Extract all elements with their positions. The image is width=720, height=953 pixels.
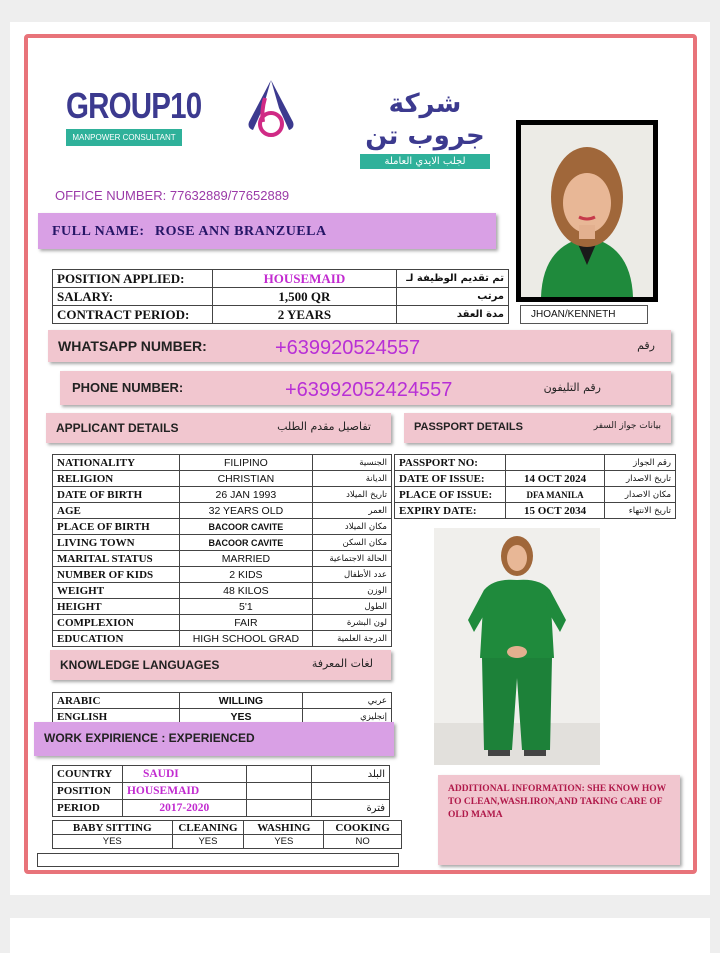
arabic-lang-value: WILLING (179, 693, 303, 709)
arabic-logo-name: شركة جروب تن (365, 89, 485, 151)
phone-label: PHONE NUMBER: (72, 380, 184, 395)
birthplace-arabic: مكان الميلاد (313, 519, 392, 535)
skill-header: BABY SITTING (53, 821, 173, 835)
issue-date-arabic: تاريخ الاصدار (605, 471, 676, 487)
passport-details-banner (404, 413, 671, 443)
phone-arabic: رقم التليفون (543, 381, 601, 394)
applicant-details-arabic: تفاصيل مقدم الطلب (277, 420, 371, 433)
office-number (55, 188, 289, 203)
height-arabic: الطول (313, 599, 392, 615)
reference-names: JHOAN/KENNETH (520, 305, 648, 324)
additional-info-box (438, 775, 680, 865)
group10-logo (66, 85, 202, 146)
skill-header: CLEANING (172, 821, 244, 835)
full-name-value: ROSE ANN BRANZUELA (155, 224, 327, 239)
skills-table (52, 820, 402, 849)
arabic-logo (360, 88, 490, 169)
table-row (53, 800, 390, 817)
position-value: HOUSEMAID (212, 270, 396, 288)
kids-arabic: عدد الأطفال (313, 567, 392, 583)
whatsapp-arabic: رقم (637, 339, 655, 352)
arabic-logo-tagline: لجلب الايدي العاملة (360, 154, 490, 169)
full-body-photo (434, 528, 600, 765)
expiry-value: 15 OCT 2034 (505, 503, 604, 519)
table-row (53, 693, 392, 709)
salary-value: 1,500 QR (212, 288, 396, 306)
kids-value: 2 KIDS (179, 567, 313, 583)
whatsapp-value: +639920524557 (275, 337, 421, 359)
position-table (52, 269, 509, 324)
knowledge-languages-banner (50, 650, 391, 680)
group10-logo-name: GROUP10 (66, 85, 202, 126)
arabic-lang-label: ARABIC (53, 693, 180, 709)
passport-details-label: PASSPORT DETAILS (414, 421, 523, 433)
education-value: HIGH SCHOOL GRAD (179, 631, 313, 647)
table-row (53, 455, 392, 471)
education-label: EDUCATION (53, 631, 180, 647)
age-value: 32 YEARS OLD (179, 503, 313, 519)
religion-label: RELIGION (53, 471, 180, 487)
contract-value: 2 YEARS (212, 306, 396, 324)
knowledge-languages-arabic: لغات المعرفة (311, 657, 373, 670)
table-row (395, 487, 676, 503)
passport-table (394, 454, 676, 519)
living-town-value: BACOOR CAVITE (179, 535, 313, 551)
applicant-details-banner (46, 413, 391, 443)
expiry-arabic: تاريخ الانتهاء (605, 503, 676, 519)
birthplace-value: BACOOR CAVITE (179, 519, 313, 535)
birthplace-label: PLACE OF BIRTH (53, 519, 180, 535)
table-row (53, 599, 392, 615)
work-table (52, 765, 390, 817)
table-row (53, 551, 392, 567)
expiry-label: EXPIRY DATE: (395, 503, 506, 519)
passport-details-arabic: بيانات جواز السفر (593, 421, 661, 431)
arabic-lang-arabic: عربي (303, 693, 392, 709)
living-town-arabic: مكان السكن (313, 535, 392, 551)
country-label: COUNTRY (53, 766, 123, 783)
nationality-value: FILIPINO (179, 455, 313, 471)
table-row (53, 583, 392, 599)
issue-place-value: DFA MANILA (505, 487, 604, 503)
table-row (395, 503, 676, 519)
complexion-label: COMPLEXION (53, 615, 180, 631)
skill-value: YES (53, 835, 173, 849)
height-value: 5'1 (179, 599, 313, 615)
skill-value: NO (324, 835, 402, 849)
languages-table (52, 692, 392, 725)
dob-arabic: تاريخ الميلاد (313, 487, 392, 503)
country-value: SAUDI (122, 766, 246, 783)
age-arabic: العمر (313, 503, 392, 519)
knowledge-languages-label: KNOWLEDGE LANGUAGES (60, 658, 220, 672)
table-row (395, 471, 676, 487)
next-page-strip (10, 918, 710, 953)
complexion-value: FAIR (179, 615, 313, 631)
dob-value: 26 JAN 1993 (179, 487, 313, 503)
kids-label: NUMBER OF KIDS (53, 567, 180, 583)
skill-value: YES (172, 835, 244, 849)
office-number-label: OFFICE NUMBER: (55, 188, 167, 203)
position-label: POSITION APPLIED: (53, 270, 213, 288)
position-arabic: تم تقديم الوظيفة لـ (397, 270, 509, 288)
table-row (53, 821, 402, 835)
phone-value: +63992052424557 (285, 379, 453, 401)
period-value: 2017-2020 (122, 800, 246, 817)
height-label: HEIGHT (53, 599, 180, 615)
country-arabic: البلد (312, 766, 390, 783)
table-row (53, 306, 509, 324)
table-row (53, 631, 392, 647)
contract-label: CONTRACT PERIOD: (53, 306, 213, 324)
table-row (53, 535, 392, 551)
office-number-value: 77632889/77652889 (169, 188, 290, 203)
table-row (53, 567, 392, 583)
nationality-label: NATIONALITY (53, 455, 180, 471)
empty-cell (246, 800, 312, 817)
religion-value: CHRISTIAN (179, 471, 313, 487)
table-row (53, 615, 392, 631)
issue-date-label: DATE OF ISSUE: (395, 471, 506, 487)
table-row (53, 519, 392, 535)
weight-arabic: الوزن (313, 583, 392, 599)
drop-logo-icon (243, 78, 299, 147)
work-position-label: POSITION (53, 783, 123, 800)
english-lang-value: YES (179, 709, 303, 725)
skill-value: YES (244, 835, 324, 849)
passport-no-arabic: رقم الجواز (605, 455, 676, 471)
full-name-label: FULL NAME: (52, 224, 145, 239)
living-town-label: LIVING TOWN (53, 535, 180, 551)
work-experience-label: WORK EXPIRIENCE : EXPERIENCED (44, 731, 255, 745)
marital-value: MARRIED (179, 551, 313, 567)
salary-label: SALARY: (53, 288, 213, 306)
full-name-banner (38, 213, 496, 249)
work-position-value: HOUSEMAID (122, 783, 246, 800)
table-row (53, 270, 509, 288)
nationality-arabic: الجنسية (313, 455, 392, 471)
period-arabic: فترة (312, 800, 390, 817)
passport-no-label: PASSPORT NO: (395, 455, 506, 471)
marital-label: MARITAL STATUS (53, 551, 180, 567)
table-row (53, 288, 509, 306)
skill-header: COOKING (324, 821, 402, 835)
additional-info-text: ADDITIONAL INFORMATION: SHE KNOW HOW TO CLEAN,WASH.IRON,AND TAKING CARE OF OLD MAMA (448, 784, 666, 820)
period-label: PERIOD (53, 800, 123, 817)
weight-label: WEIGHT (53, 583, 180, 599)
issue-date-value: 14 OCT 2024 (505, 471, 604, 487)
table-row (53, 503, 392, 519)
whatsapp-label: WHATSAPP NUMBER: (58, 338, 207, 354)
work-experience-banner (34, 722, 394, 756)
table-row (53, 471, 392, 487)
empty-row (37, 853, 399, 867)
marital-arabic: الحالة الاجتماعية (313, 551, 392, 567)
salary-arabic: مرتب (397, 288, 509, 306)
english-lang-arabic: إنجليزي (303, 709, 392, 725)
group10-logo-tagline: MANPOWER CONSULTANT (66, 129, 182, 146)
empty-cell (246, 783, 312, 800)
skill-header: WASHING (244, 821, 324, 835)
whatsapp-banner (48, 330, 671, 362)
complexion-arabic: لون البشرة (313, 615, 392, 631)
age-label: AGE (53, 503, 180, 519)
issue-place-label: PLACE OF ISSUE: (395, 487, 506, 503)
weight-value: 48 KILOS (179, 583, 313, 599)
work-position-arabic (312, 783, 390, 800)
english-lang-label: ENGLISH (53, 709, 180, 725)
table-row (53, 766, 390, 783)
empty-cell (246, 766, 312, 783)
contract-arabic: مدة العقد (397, 306, 509, 324)
education-arabic: الدرجة العلمية (313, 631, 392, 647)
phone-banner (60, 371, 671, 405)
religion-arabic: الديانة (313, 471, 392, 487)
portrait-photo (516, 120, 658, 302)
dob-label: DATE OF BIRTH (53, 487, 180, 503)
passport-no-value (505, 455, 604, 471)
applicant-table (52, 454, 392, 647)
issue-place-arabic: مكان الاصدار (605, 487, 676, 503)
table-row (53, 783, 390, 800)
table-row (53, 835, 402, 849)
table-row (395, 455, 676, 471)
table-row (53, 487, 392, 503)
applicant-details-label: APPLICANT DETAILS (56, 421, 179, 435)
